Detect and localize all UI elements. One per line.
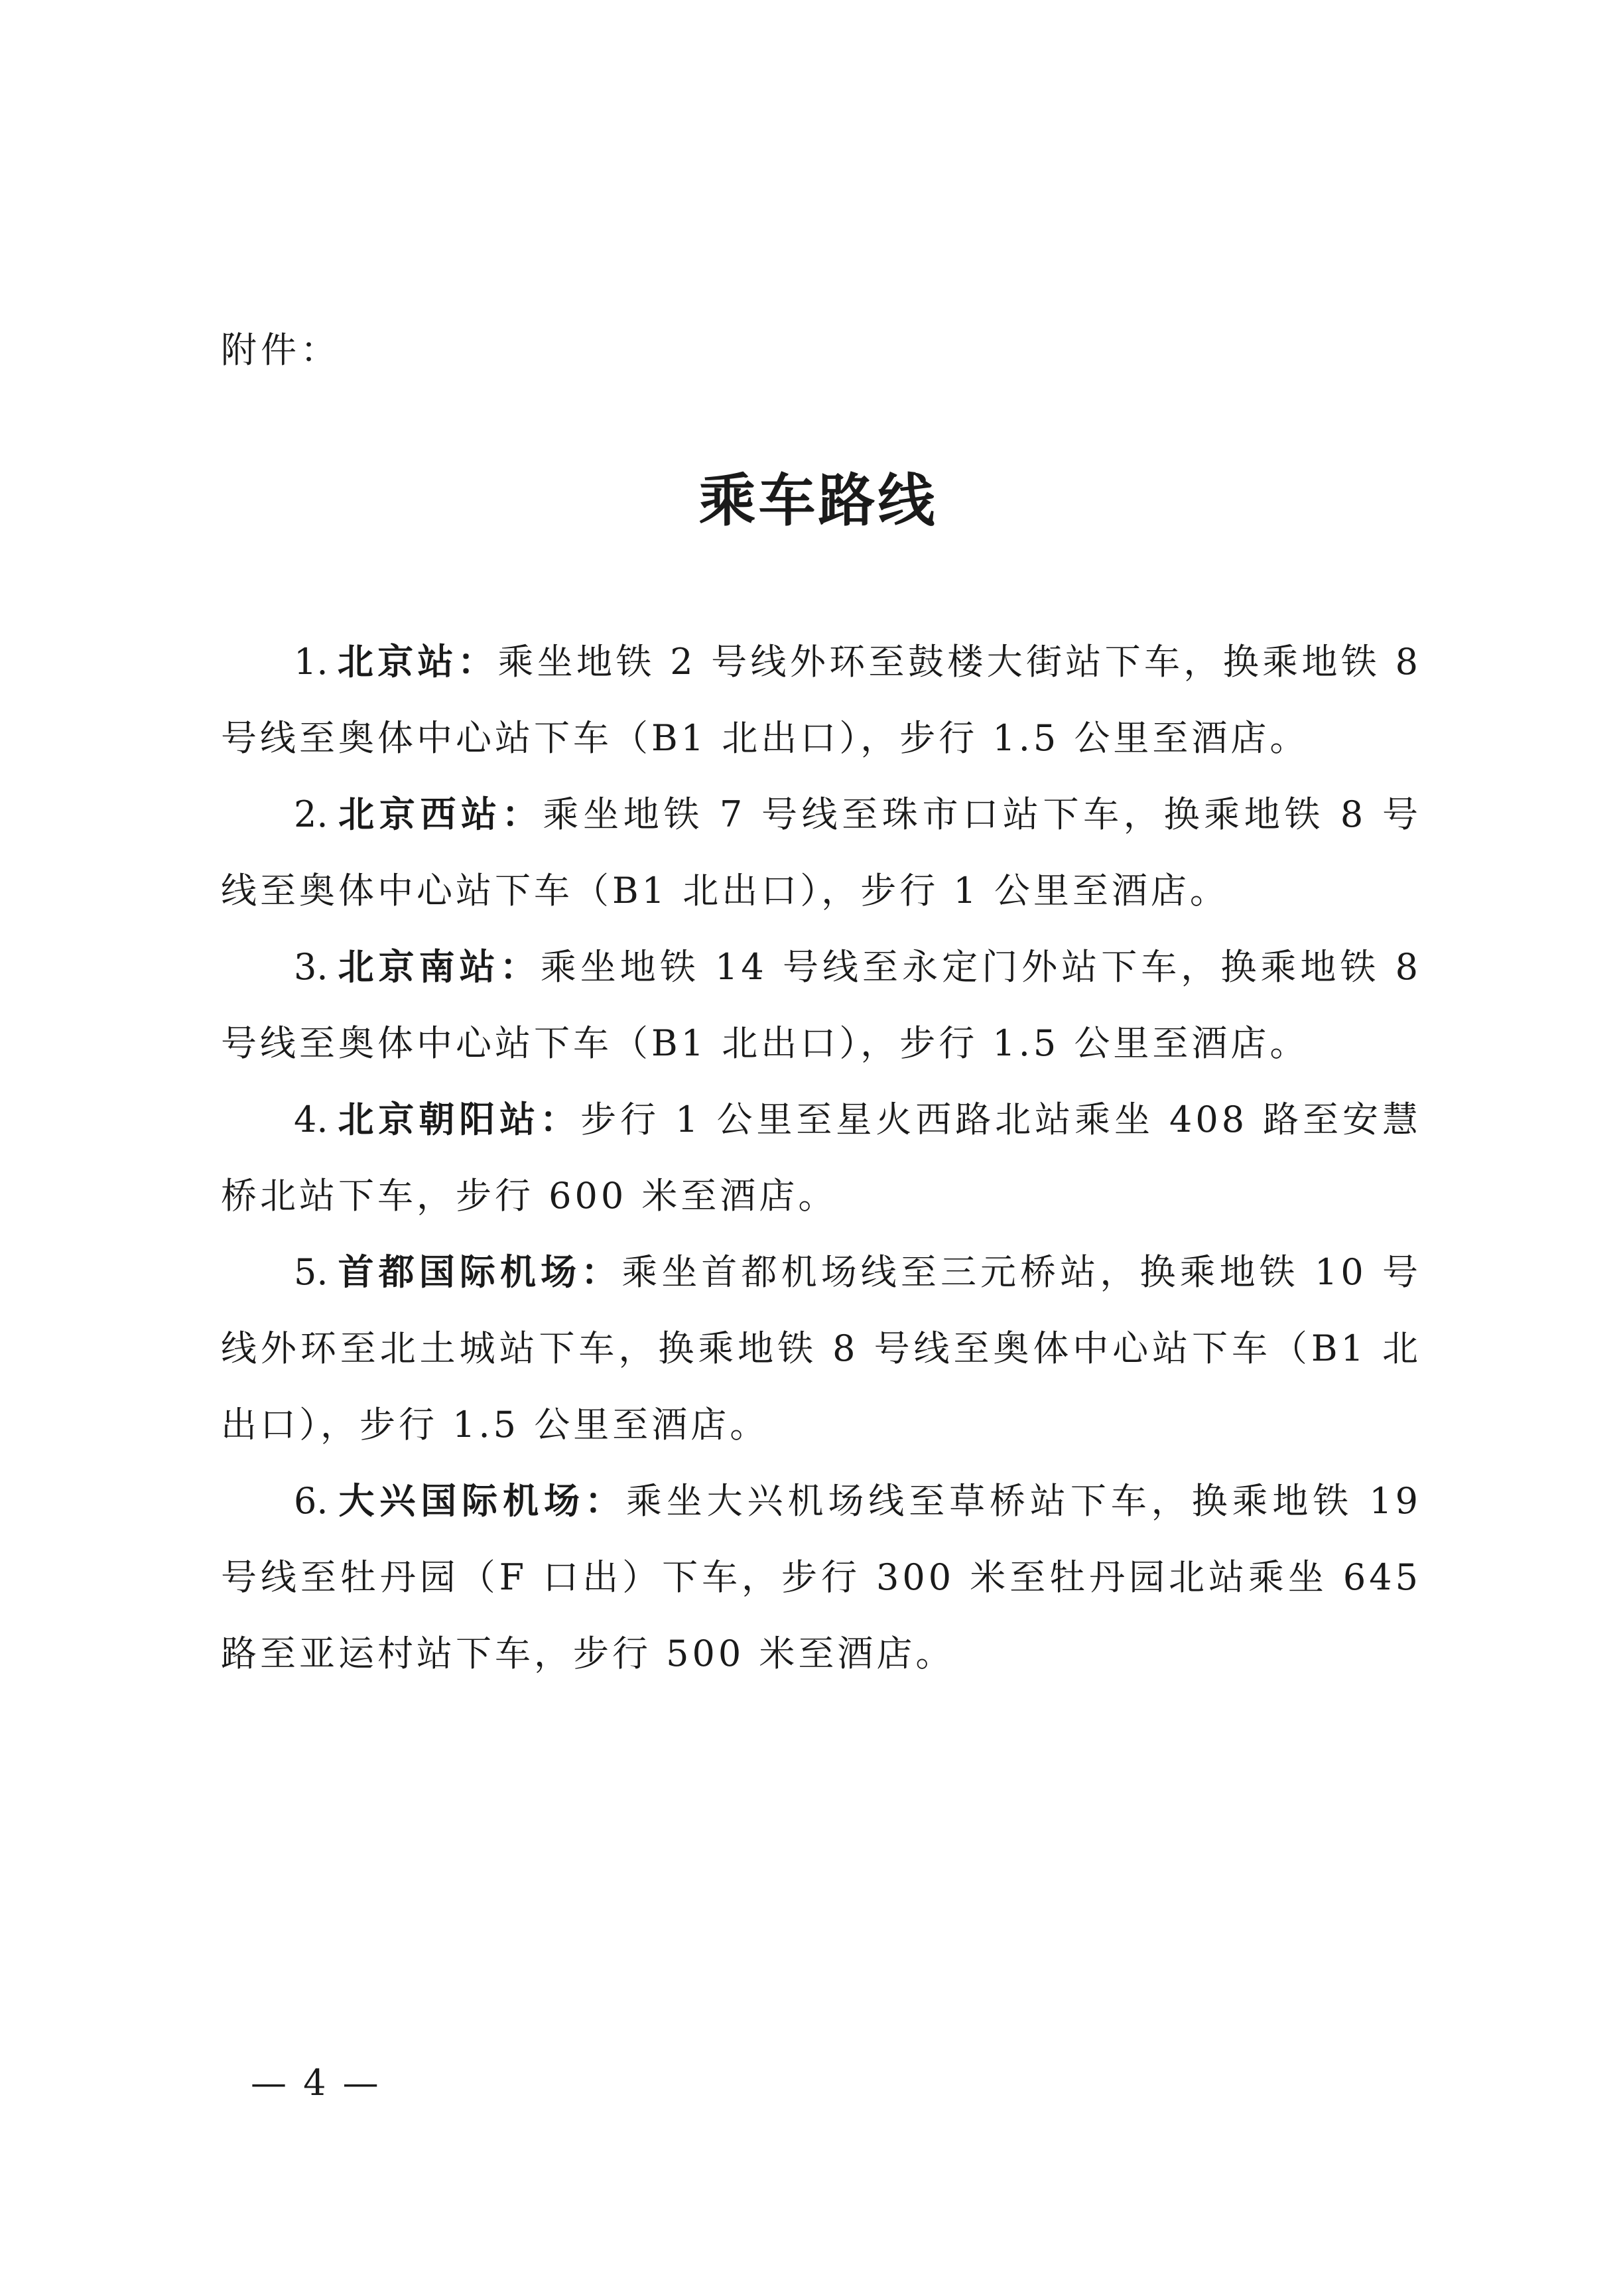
- route-station: 北京站：: [337, 640, 498, 683]
- route-text: 步行 1 公里至星火西路北站乘坐 408 路至安慧桥北站下车，步行 600 米至酒店。: [221, 1099, 1421, 1217]
- route-station: 大兴国际机场：: [337, 1479, 626, 1522]
- route-station: 首都国际机场：: [337, 1250, 622, 1293]
- route-text: 乘坐地铁 2 号线外环至鼓楼大街站下车，换乘地铁 8 号线至奥体中心站下车（B1 北出口），步行 1.5 公里至酒店。: [221, 641, 1422, 759]
- route-item-capital-airport: [221, 1234, 1421, 1463]
- route-number: 6.: [294, 1480, 328, 1522]
- route-number: 1.: [294, 641, 328, 683]
- route-number: 3.: [294, 946, 328, 988]
- route-number: 5.: [294, 1251, 328, 1293]
- page-title: 乘车路线: [698, 467, 938, 534]
- attachment-label: 附件：: [221, 329, 340, 371]
- route-text: 乘坐大兴机场线至草桥站下车，换乘地铁 19 号线至牡丹园（F 口出）下车，步行 300 米至牡丹园北站乘坐 645 路至亚运村站下车，步行 500 米至酒店。: [221, 1480, 1422, 1674]
- route-list: [221, 624, 1421, 1692]
- route-item-beijing-chaoyang-station: [221, 1081, 1421, 1234]
- route-station: 北京朝阳站：: [337, 1098, 581, 1140]
- route-item-daxing-airport: [221, 1463, 1421, 1692]
- route-station: 北京西站：: [337, 793, 543, 835]
- route-number: 2.: [294, 793, 328, 835]
- page-number: — 4 —: [251, 2062, 381, 2104]
- route-item-beijing-south-station: [221, 929, 1421, 1081]
- route-text: 乘坐地铁 14 号线至永定门外站下车，换乘地铁 8 号线至奥体中心站下车（B1 北出口），步行 1.5 公里至酒店。: [221, 946, 1421, 1064]
- route-number: 4.: [294, 1099, 328, 1140]
- route-text: 乘坐地铁 7 号线至珠市口站下车，换乘地铁 8 号线至奥体中心站下车（B1 北出口），步行 1 公里至酒店。: [221, 793, 1422, 912]
- route-station: 北京南站：: [337, 945, 541, 988]
- route-text: 乘坐首都机场线至三元桥站，换乘地铁 10 号线外环至北土城站下车，换乘地铁 8 号线至奥体中心站下车（B1 北出口），步行 1.5 公里至酒店。: [221, 1251, 1421, 1446]
- route-item-beijing-station: [221, 624, 1421, 776]
- route-item-beijing-west-station: [221, 776, 1421, 929]
